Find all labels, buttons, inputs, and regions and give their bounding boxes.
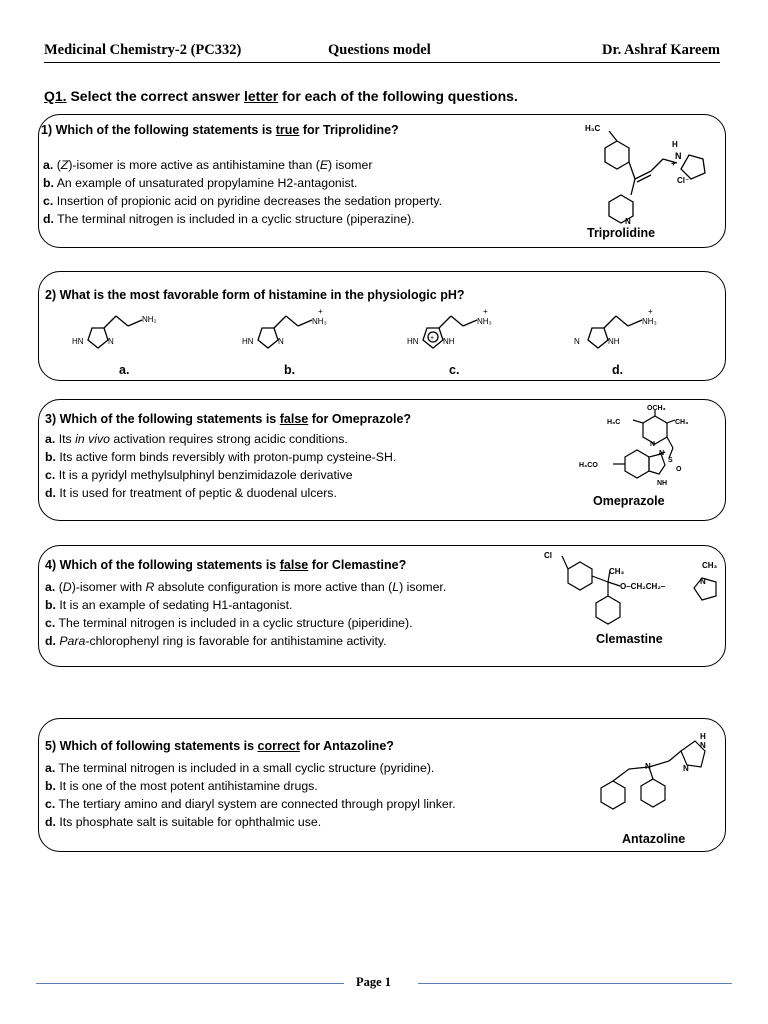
course-title: Medicinal Chemistry-2 (PC332): [44, 42, 242, 58]
section-heading-key: letter: [244, 88, 279, 104]
svg-text:+: +: [430, 335, 435, 342]
section-number: Q1.: [44, 88, 67, 104]
svg-text:N: N: [108, 337, 114, 346]
option-c[interactable]: c. It is a pyridyl methylsulphinyl benzimidazole derivative: [45, 468, 353, 482]
svg-text:NH: NH: [443, 337, 455, 346]
question-3-options: [45, 430, 396, 502]
svg-text:CH₃: CH₃: [675, 419, 689, 426]
question-3-box: [38, 399, 726, 521]
histamine-letter-c[interactable]: c.: [449, 363, 460, 377]
option-a[interactable]: a. The terminal nitrogen is included in a small cyclic structure (pyridine).: [45, 761, 435, 775]
question-1-title: [41, 123, 399, 137]
question-5-keyword: correct: [257, 739, 300, 753]
option-b[interactable]: b. An example of unsaturated propylamine H2-antagonist.: [43, 176, 358, 190]
histamine-option-c: [405, 307, 535, 382]
svg-text:NH: NH: [657, 480, 668, 487]
question-4-title: 4) Which of the following statements is false for Clemastine?: [45, 558, 407, 572]
question-2-title: 2) What is the most favorable form of histamine in the physiologic pH?: [45, 288, 465, 302]
option-b[interactable]: b. Its active form binds reversibly with proton-pump cysteine-SH.: [45, 450, 397, 464]
option-a[interactable]: a. Its in vivo activation requires strong acidic conditions.: [45, 432, 348, 446]
svg-text:CH₃: CH₃: [609, 567, 625, 576]
histamine-option-d: [570, 307, 700, 382]
option-c[interactable]: c. The tertiary amino and diaryl system are connected through propyl linker.: [45, 797, 456, 811]
question-1-options: [43, 156, 442, 228]
svg-text:NH₃: NH₃: [477, 317, 492, 326]
question-1-title-pre: 1) Which of the following statements is: [41, 123, 273, 137]
question-4-options: [45, 578, 446, 650]
svg-text:N: N: [650, 441, 656, 448]
question-5-options: [45, 759, 456, 831]
option-b[interactable]: b. It is one of the most potent antihistamine drugs.: [45, 779, 318, 793]
histamine-letter-d[interactable]: d.: [612, 363, 624, 377]
svg-text:CH₃: CH₃: [702, 561, 718, 570]
svg-text:NH: NH: [608, 337, 620, 346]
question-1-box: [38, 114, 726, 248]
svg-text:N: N: [700, 741, 706, 750]
svg-text:+: +: [318, 307, 323, 316]
section-heading-pre: Select the correct answer: [70, 88, 241, 104]
option-a[interactable]: a. (Z)-isomer is more active as antihistamine than (E) isomer: [43, 158, 373, 172]
svg-text:+: +: [483, 307, 488, 316]
svg-text:S: S: [668, 457, 673, 464]
option-b[interactable]: b. It is an example of sedating H1-antagonist.: [45, 598, 293, 612]
footer-rule-left: [36, 983, 344, 984]
svg-text:H₃CO: H₃CO: [579, 462, 598, 469]
header-rule: [44, 62, 720, 63]
antazoline-structure: [587, 727, 727, 829]
option-d[interactable]: d. Its phosphate salt is suitable for ophthalmic use.: [45, 815, 322, 829]
atom-n: N: [675, 151, 682, 161]
svg-text:+: +: [648, 307, 653, 316]
svg-text:N: N: [574, 337, 580, 346]
svg-text:NH₃: NH₃: [642, 317, 657, 326]
svg-text:N: N: [278, 337, 284, 346]
omeprazole-structure: [575, 402, 715, 494]
atom-cl: Cl⁻: [677, 176, 690, 185]
svg-text:O: O: [676, 466, 682, 473]
svg-text:HN: HN: [407, 337, 419, 346]
question-5-box: [38, 718, 726, 852]
svg-text:Cl: Cl: [544, 551, 552, 560]
svg-text:H: H: [700, 732, 706, 741]
option-d[interactable]: d. Para-chlorophenyl ring is favorable for antihistamine activity.: [45, 634, 387, 648]
molecule-label-omeprazole: Omeprazole: [593, 494, 665, 508]
svg-text:NH₃: NH₃: [312, 317, 327, 326]
question-1-keyword: true: [275, 123, 300, 137]
option-d[interactable]: d. It is used for treatment of peptic & duodenal ulcers.: [45, 486, 337, 500]
svg-text:N: N: [659, 450, 665, 457]
svg-text:N: N: [645, 762, 651, 771]
molecule-label-clemastine: Clemastine: [596, 632, 663, 646]
svg-text:O–CH₂CH₂–: O–CH₂CH₂–: [620, 582, 666, 591]
question-4-keyword: false: [279, 558, 309, 572]
atom-pyridine-n: N: [625, 217, 631, 226]
molecule-label-triprolidine: Triprolidine: [587, 226, 656, 240]
svg-text:OCH₃: OCH₃: [647, 405, 666, 412]
svg-text:NH₂: NH₂: [142, 315, 157, 324]
svg-text:HN: HN: [72, 337, 84, 346]
triprolidine-structure: [579, 121, 719, 233]
question-3-keyword: false: [279, 412, 309, 426]
option-c[interactable]: c. Insertion of propionic acid on pyridine decreases the sedation property.: [43, 194, 442, 208]
clemastine-structure: [540, 548, 730, 632]
histamine-letter-b[interactable]: b.: [284, 363, 296, 377]
histamine-option-b: [240, 307, 370, 382]
atom-h: H: [672, 140, 678, 149]
option-d[interactable]: d. The terminal nitrogen is included in a cyclic structure (piperazine).: [43, 212, 415, 226]
molecule-label-antazoline: Antazoline: [622, 832, 686, 846]
section-heading-post: for each of the following questions.: [282, 88, 518, 104]
option-c[interactable]: c. The terminal nitrogen is included in a cyclic structure (piperidine).: [45, 616, 413, 630]
question-1-title-post: for Triprolidine?: [302, 123, 399, 137]
author-name: Dr. Ashraf Kareem: [602, 42, 720, 58]
section-heading: [44, 88, 518, 104]
svg-text:H₃C: H₃C: [607, 419, 621, 426]
svg-text:N: N: [700, 577, 706, 586]
histamine-option-a: [70, 312, 200, 382]
svg-text:HN: HN: [242, 337, 254, 346]
question-5-title: 5) Which of following statements is correct for Antazoline?: [45, 739, 394, 753]
atom-h3c: H₃C: [585, 124, 601, 133]
footer-rule-right: [418, 983, 732, 984]
option-a[interactable]: a. (D)-isomer with R absolute configuration is more active than (L) isomer.: [45, 580, 447, 594]
question-3-title: 3) Which of the following statements is false for Omeprazole?: [45, 412, 412, 426]
histamine-letter-a[interactable]: a.: [119, 363, 130, 377]
charge-plus: +: [671, 159, 676, 168]
page-number: Page 1: [356, 975, 392, 989]
page-header: [44, 42, 720, 62]
svg-text:N: N: [683, 764, 689, 773]
doc-title: Questions model: [328, 42, 431, 58]
